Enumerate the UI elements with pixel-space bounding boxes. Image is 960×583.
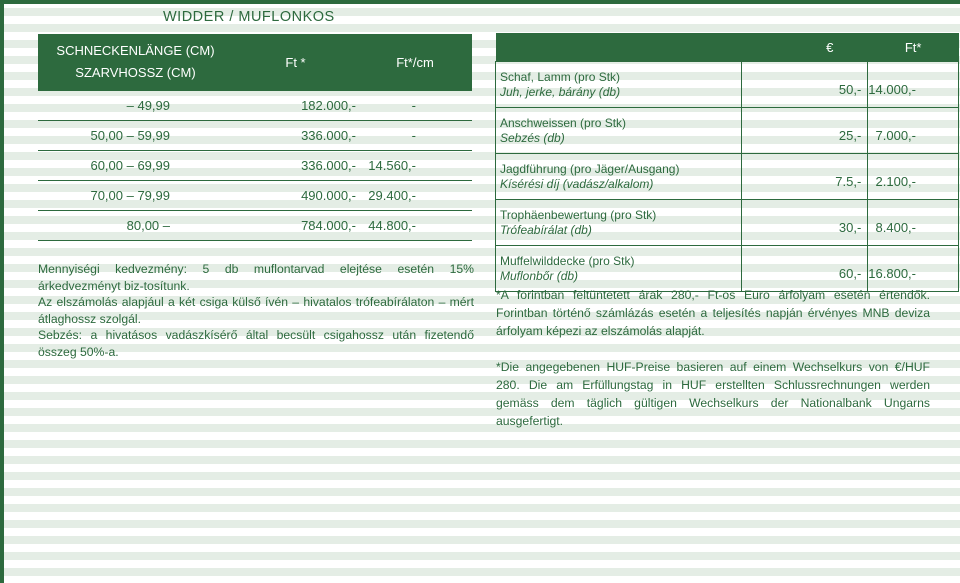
left-notes	[38, 261, 474, 360]
table-row	[496, 154, 959, 200]
fee-eur: 7.5,-	[742, 154, 868, 200]
fee-eur: 50,-	[742, 62, 868, 108]
base-price: 784.000,-	[233, 211, 358, 241]
base-price: 336.000,-	[233, 151, 358, 181]
fee-label-de: Schaf, Lamm (pro Stk)	[500, 70, 621, 84]
fee-label-de: Trophäenbewertung (pro Stk)	[500, 208, 657, 222]
fee-label-de: Jagdführung (pro Jäger/Ausgang)	[500, 162, 680, 176]
table-row	[38, 151, 472, 181]
base-price: 490.000,-	[233, 181, 358, 211]
table-row	[38, 91, 472, 121]
table-row	[496, 108, 959, 154]
fee-huf: 16.800,-	[868, 246, 959, 292]
price-per-cm: 29.400,-	[358, 181, 472, 211]
fee-eur: 60,-	[742, 246, 868, 292]
header-length-hu: SZARVHOSSZ (CM)	[75, 65, 196, 80]
exchange-note-de	[496, 358, 930, 430]
fee-label-de: Muffelwilddecke (pro Stk)	[500, 254, 635, 268]
fee-label	[496, 246, 742, 292]
basis-note: Az elszámolás alapjául a két csiga külső ívén – hivatalos trófeabírálaton – mért átlaghossz szolgál.	[38, 295, 474, 326]
discount-note: Mennyiségi kedvezmény: 5 db muflontarvad elejtése esetén 15% árkedvezményt biz-tosítunk.	[38, 262, 474, 293]
length-range: 80,00 –	[38, 211, 233, 241]
fee-huf: 8.400,-	[868, 200, 959, 246]
header-length	[38, 34, 233, 91]
table-row	[496, 246, 959, 292]
price-per-cm: 44.800,-	[358, 211, 472, 241]
fee-label-hu: Sebzés (db)	[500, 130, 565, 145]
length-range: – 49,99	[38, 91, 233, 121]
header-blank	[496, 33, 742, 62]
exchange-note-hu-text: *A forintban feltüntetett árak 280,- Ft-os Euro árfolyam esetén értendők. Forintban történő számlázás esetén a teljesítés napján érvényes MNB deviza árfolyam képezi az elszámolás alapját.	[496, 288, 930, 338]
price-per-cm: -	[358, 91, 472, 121]
fee-eur: 30,-	[742, 200, 868, 246]
frame-left-border	[0, 0, 4, 583]
fee-label	[496, 154, 742, 200]
fee-label-hu: Kísérési díj (vadász/alkalom)	[500, 176, 654, 191]
base-price: 182.000,-	[233, 91, 358, 121]
frame-top-border	[0, 0, 960, 4]
length-range: 50,00 – 59,99	[38, 121, 233, 151]
header-eur: €	[742, 33, 868, 62]
fee-label	[496, 108, 742, 154]
fee-label	[496, 62, 742, 108]
price-per-cm: 14.560,-	[358, 151, 472, 181]
fee-label-hu: Juh, jerke, bárány (db)	[500, 84, 621, 99]
fee-label-hu: Trófeabírálat (db)	[500, 222, 592, 237]
table-row	[496, 62, 959, 108]
wound-note: Sebzés: a hivatásos vadászkísérő által becsült csigahossz után fizetendő összeg 50%-a.	[38, 328, 474, 359]
length-range: 70,00 – 79,99	[38, 181, 233, 211]
header-huf: Ft*	[868, 33, 959, 62]
fee-label-hu: Muflonbőr (db)	[500, 268, 579, 283]
base-price: 336.000,-	[233, 121, 358, 151]
header-price: Ft *	[233, 34, 358, 91]
page-title: WIDDER / MUFLONKOS	[163, 9, 335, 25]
horn-length-price-table	[38, 34, 472, 241]
extra-fees-table	[495, 33, 959, 292]
header-price-per-cm: Ft*/cm	[358, 34, 472, 91]
exchange-note-hu	[496, 286, 930, 340]
fee-label	[496, 200, 742, 246]
fee-huf: 14.000,-	[868, 62, 959, 108]
fee-huf: 2.100,-	[868, 154, 959, 200]
table-row	[496, 200, 959, 246]
length-range: 60,00 – 69,99	[38, 151, 233, 181]
price-per-cm: -	[358, 121, 472, 151]
table-row	[38, 211, 472, 241]
table-row	[38, 121, 472, 151]
fee-label-de: Anschweissen (pro Stk)	[500, 116, 627, 130]
fee-huf: 7.000,-	[868, 108, 959, 154]
exchange-note-de-text: *Die angegebenen HUF-Preise basieren auf einem Wechselkurs von €/HUF 280. Die am Erfüllungstag in HUF erstellten Schlussrechnungen werden gemäss dem täglich gültigen Wechselkurs der Nationalbank Ungarns ausgefertigt.	[496, 360, 930, 428]
header-length-de: SCHNECKENLÄNGE (CM)	[56, 43, 215, 58]
table-row	[38, 181, 472, 211]
fee-eur: 25,-	[742, 108, 868, 154]
